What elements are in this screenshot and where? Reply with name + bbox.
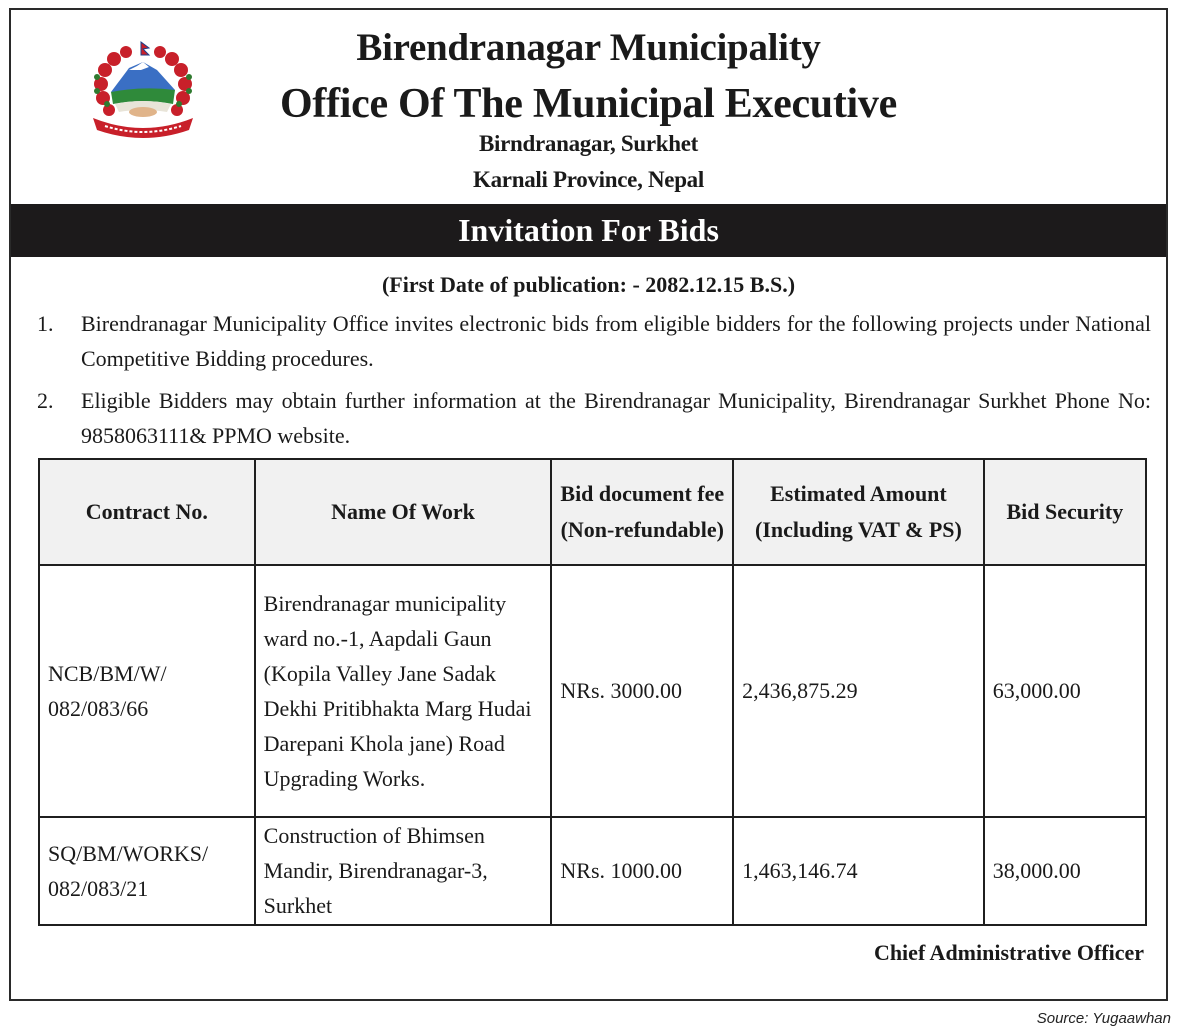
municipality-name: Birendranagar Municipality xyxy=(356,26,821,69)
table-row xyxy=(39,565,1146,817)
cell-bid-security: 63,000.00 xyxy=(984,565,1146,817)
cell-estimated-amount: 1,463,146.74 xyxy=(733,817,984,925)
notice-title-banner: Invitation For Bids xyxy=(11,204,1166,257)
cell-name-of-work: Construction of Bhimsen Mandir, Birendranagar-3, Surkhet xyxy=(255,817,552,925)
paragraph-text: Birendranagar Municipality Office invites electronic bids from eligible bidders for the following projects under National Competitive Bidding procedures. xyxy=(81,311,1151,371)
bid-notice xyxy=(9,8,1168,1001)
cell-contract-no: SQ/BM/WORKS/ 082/083/21 xyxy=(39,817,255,925)
address-province: Karnali Province, Nepal xyxy=(473,167,704,192)
paragraph-1 xyxy=(37,306,1151,376)
paragraph-2 xyxy=(37,383,1151,453)
paragraph-number: 2. xyxy=(37,388,54,413)
cell-bid-security: 38,000.00 xyxy=(984,817,1146,925)
address-city: Birndranagar, Surkhet xyxy=(478,131,699,156)
paragraph-number: 1. xyxy=(37,311,54,336)
table-header-row xyxy=(39,459,1146,565)
cell-estimated-amount: 2,436,875.29 xyxy=(733,565,984,817)
header-estimated-amount: Estimated Amount (Including VAT & PS) xyxy=(733,459,984,565)
cell-name-of-work: Birendranagar municipality ward no.-1, Aapdali Gaun (Kopila Valley Jane Sadak Dekhi Pritibhakta Marg Hudai Darepani Khola jane) Road Upgrading Works. xyxy=(255,565,552,817)
header-name-of-work: Name Of Work xyxy=(255,459,552,565)
source-credit: Source: Yugaawhan xyxy=(1036,1010,1171,1027)
bids-table xyxy=(38,458,1147,926)
cell-bid-document-fee: NRs. 1000.00 xyxy=(551,817,733,925)
publication-date: (First Date of publication: - 2082.12.15 B.S.) xyxy=(381,272,796,297)
office-name: Office Of The Municipal Executive xyxy=(280,81,897,127)
paragraph-text: Eligible Bidders may obtain further information at the Birendranagar Municipality, Birendranagar Surkhet Phone No: 9858063111& PPMO website. xyxy=(81,388,1151,448)
cell-contract-no: NCB/BM/W/ 082/083/66 xyxy=(39,565,255,817)
table-row xyxy=(39,817,1146,925)
signatory-title: Chief Administrative Officer xyxy=(873,940,1144,965)
header-contract-no: Contract No. xyxy=(39,459,255,565)
header-bid-document-fee: Bid document fee (Non-refundable) xyxy=(551,459,733,565)
cell-bid-document-fee: NRs. 3000.00 xyxy=(551,565,733,817)
header-bid-security: Bid Security xyxy=(984,459,1146,565)
